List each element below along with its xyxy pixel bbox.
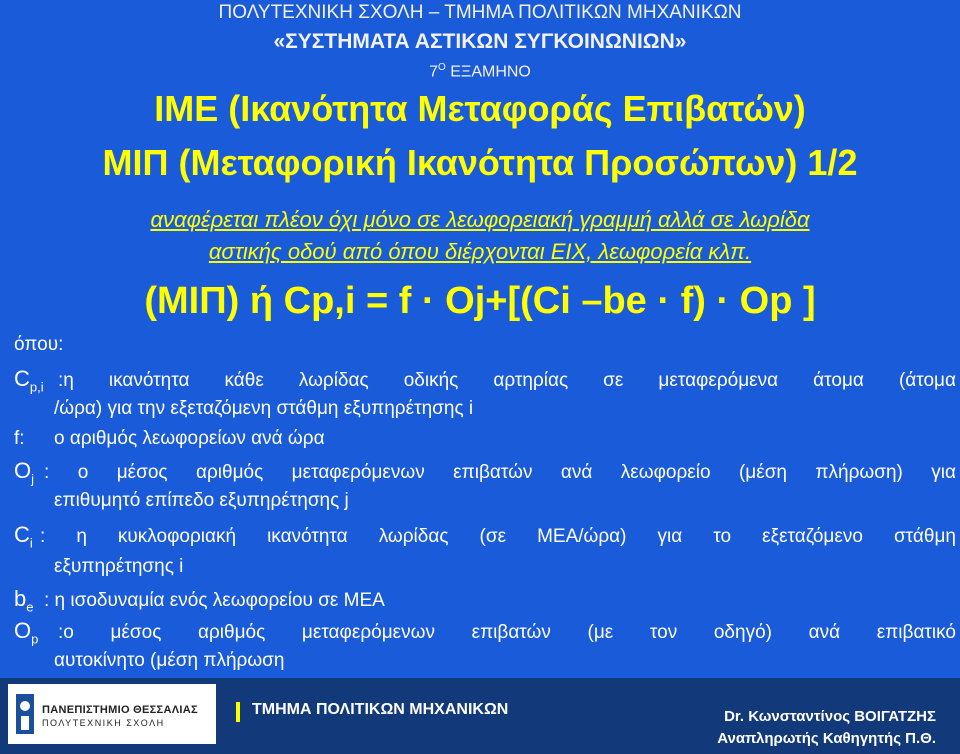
cp-symbol: $C_{p,i}$ — [14, 366, 44, 395]
semester-number: 7 — [429, 63, 439, 81]
footer-bar — [0, 678, 960, 754]
header-course: «ΣΥΣΤΗΜΑΤΑ ΑΣΤΙΚΩΝ ΣΥΓΚΟΙΝΩΝΙΩΝ» — [273, 30, 687, 53]
footer-department: ΤΜΗΜΑ ΠΟΛΙΤΙΚΩΝ ΜΗΧΑΝΙΚΩΝ — [252, 701, 509, 718]
oj-definition-line1: : ο μέσος αριθμός μεταφερόμενων επιβατών ανά λεωφορείο (μέση πλήρωση) για — [44, 462, 956, 483]
header-school: ΠΟΛΥΤΕΧΝΙΚΗ ΣΧΟΛΗ – ΤΜΗΜΑ ΠΟΛΙΤΙΚΩΝ ΜΗΧΑΝΙΚΩΝ — [218, 2, 742, 23]
university-logo — [8, 684, 216, 744]
semester-superscript: Ο — [438, 62, 446, 73]
footer-author: Dr. Κωνσταντίνος ΒΟΙΓΑΤΖΗΣ — [724, 708, 936, 725]
def-cp-row — [14, 366, 44, 394]
footer-author-title: Αναπληρωτής Καθηγητής Π.Θ. — [717, 730, 936, 747]
oj-definition-line2: επιθυμητό επίπεδο εξυπηρέτησης j — [54, 490, 349, 511]
subtitle-line1: αναφέρεται πλέον όχι μόνο σε λεωφορειακή γραμμή αλλά σε λωρίδα — [150, 207, 810, 232]
op-symbol: $O_p$ — [14, 618, 39, 647]
header-semester — [0, 62, 960, 81]
op-definition-line2: αυτοκίνητο (μέση πλήρωση — [54, 650, 285, 671]
university-emblem-icon — [14, 690, 36, 738]
ci-definition-line1: : η κυκλοφοριακή ικανότητα λωρίδας (σε ΜΕΑ/ώρα) για το εξεταζόμενο στάθμη — [40, 526, 956, 547]
oj-symbol: $O_j$ — [14, 458, 35, 487]
footer-divider — [236, 702, 240, 722]
semester-word: ΕΞΑΜΗΝΟ — [445, 63, 531, 81]
cp-definition-line1: :η ικανότητα κάθε λωρίδας οδικής αρτηρίας σε μεταφερόμενα άτομα (άτομα — [58, 370, 956, 391]
be-definition: : η ισοδυναμία ενός λεωφορείου σε ΜΕΑ — [44, 590, 385, 611]
f-definition: ο αριθμός λεωφορείων ανά ώρα — [54, 428, 325, 449]
logo-school-name: ΠΟΛΥΤΕΧΝΙΚΗ ΣΧΟΛΗ — [42, 718, 165, 728]
op-definition-line1: :ο μέσος αριθμός μεταφερόμενων επιβατών (με τον οδηγό) ανά επιβατικό — [58, 622, 956, 643]
def-oj-row — [14, 458, 34, 486]
def-be-row — [14, 586, 33, 614]
where-label: όπου: — [14, 334, 64, 355]
be-symbol: $b_e$ — [14, 586, 34, 615]
def-ci-row — [14, 522, 33, 550]
ci-symbol: $C_i$ — [14, 522, 33, 551]
ci-definition-line2: εξυπηρέτησης i — [54, 556, 184, 577]
logo-university-name: ΠΑΝΕΠΙΣΤΗΜΙΟ ΘΕΣΣΑΛΙΑΣ — [42, 704, 198, 716]
cp-definition-line2: /ώρα) για την εξεταζόμενη στάθμη εξυπηρέτησης i — [54, 398, 474, 419]
f-symbol: f: — [14, 428, 25, 449]
slide-title-line2: ΜΙΠ (Μεταφορική Ικανότητα Προσώπων) 1/2 — [102, 142, 858, 183]
subtitle-line2: αστικής οδού από όπου διέρχονται ΕΙΧ, λεωφορεία κλπ. — [208, 239, 752, 264]
def-f-row — [14, 428, 25, 450]
slide-title-line1: ΙΜΕ (Ικανότητα Μεταφοράς Επιβατών) — [154, 88, 806, 129]
def-op-row — [14, 618, 38, 646]
formula: (ΜΙΠ) ή Cp,i = f · Oj+[(Ci –be · f) · Op ] — [144, 280, 816, 322]
